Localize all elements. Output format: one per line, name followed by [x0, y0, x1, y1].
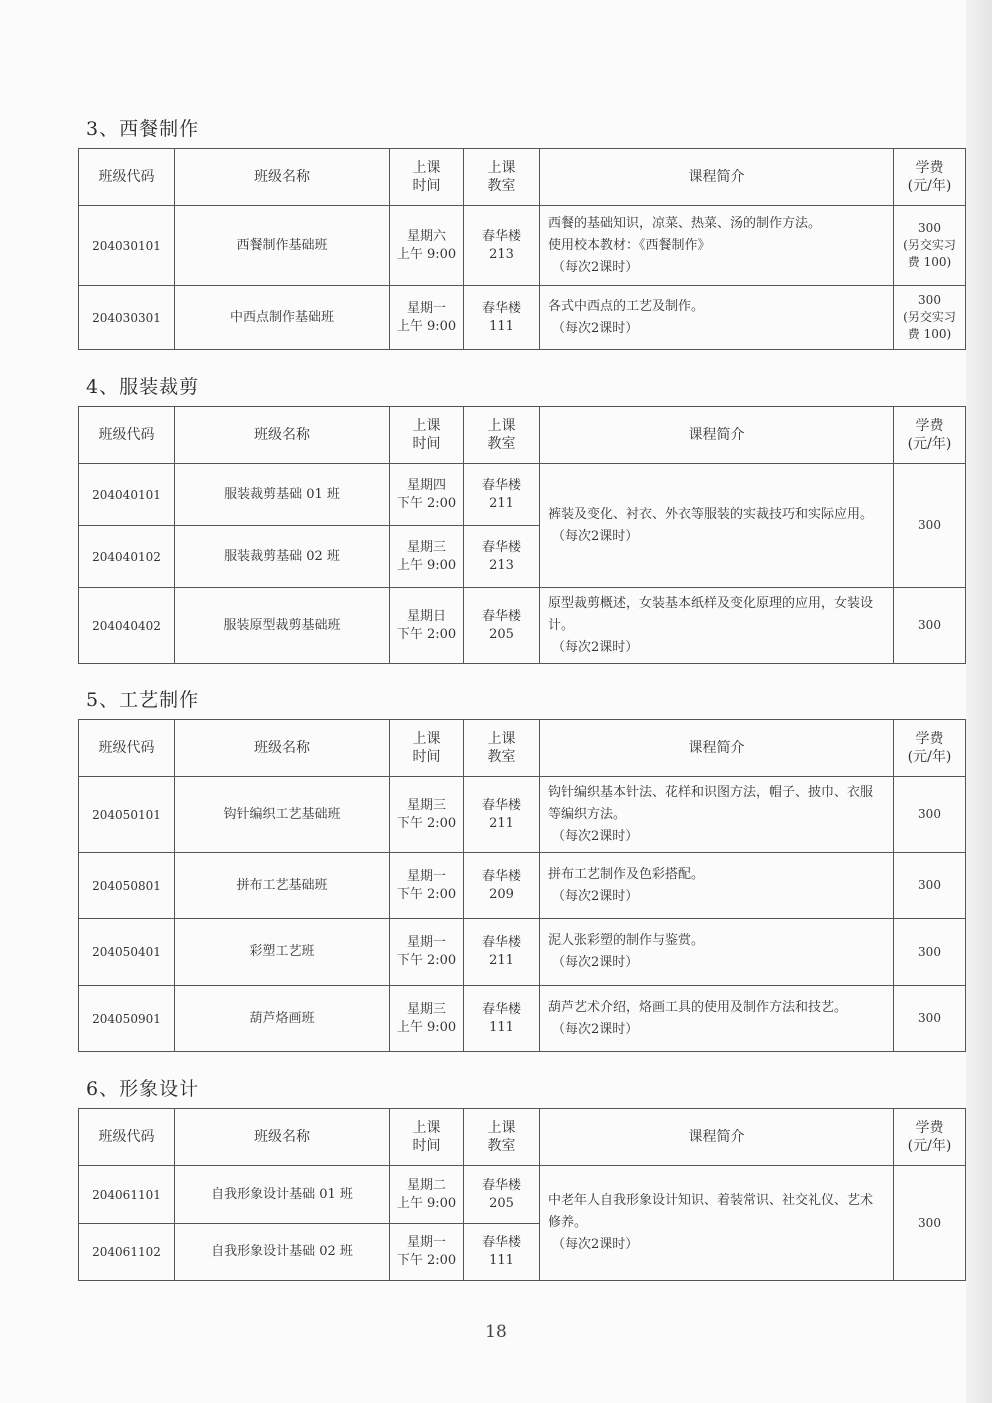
class-room: 春华楼 213	[464, 526, 540, 588]
table-header-row	[79, 1109, 966, 1166]
class-name: 钩针编织工艺基础班	[175, 777, 390, 853]
header-fee: 学费 (元/年)	[894, 1109, 966, 1166]
class-name: 西餐制作基础班	[175, 206, 390, 286]
tuition-fee: 300	[894, 1166, 966, 1281]
table-header-row	[79, 149, 966, 206]
table-row	[79, 1166, 966, 1224]
class-code: 204030101	[79, 206, 175, 286]
table-header-row	[79, 720, 966, 777]
table-row	[79, 206, 966, 286]
table-row	[79, 588, 966, 664]
tuition-fee: 300 (另交实习 费 100)	[894, 206, 966, 286]
section-title: 4、服装裁剪	[86, 376, 200, 398]
class-name: 彩塑工艺班	[175, 919, 390, 986]
class-room: 春华楼 209	[464, 853, 540, 919]
course-table	[78, 406, 966, 664]
class-room: 春华楼 205	[464, 588, 540, 664]
section-handicraft	[78, 685, 965, 1052]
class-name: 葫芦烙画班	[175, 986, 390, 1052]
header-time: 上课 时间	[390, 720, 464, 777]
header-desc: 课程简介	[540, 720, 894, 777]
class-room: 春华楼 213	[464, 206, 540, 286]
page-edge-shadow	[966, 0, 992, 1403]
course-description: 中老年人自我形象设计知识、着装常识、社交礼仪、艺术修养。 （每次2课时）	[540, 1166, 894, 1281]
header-code: 班级代码	[79, 407, 175, 464]
header-room: 上课 教室	[464, 407, 540, 464]
course-table	[78, 1108, 966, 1281]
page-number: 18	[485, 1322, 507, 1342]
class-code: 204030301	[79, 286, 175, 350]
class-time: 星期二 上午 9:00	[390, 1166, 464, 1224]
class-time: 星期日 下午 2:00	[390, 588, 464, 664]
course-description: 原型裁剪概述，女装基本纸样及变化原理的应用，女装设计。 （每次2课时）	[540, 588, 894, 664]
class-room: 春华楼 211	[464, 919, 540, 986]
course-description: 裤装及变化、衬衣、外衣等服装的实裁技巧和实际应用。 （每次2课时）	[540, 464, 894, 588]
class-time: 星期三 上午 9:00	[390, 986, 464, 1052]
course-description: 西餐的基础知识，凉菜、热菜、汤的制作方法。 使用校本教材：《西餐制作》 （每次2课时）	[540, 206, 894, 286]
class-room: 春华楼 211	[464, 464, 540, 526]
class-time: 星期三 下午 2:00	[390, 777, 464, 853]
class-room: 春华楼 111	[464, 1224, 540, 1281]
course-description: 葫芦艺术介绍，烙画工具的使用及制作方法和技艺。 （每次2课时）	[540, 986, 894, 1052]
tuition-fee: 300	[894, 986, 966, 1052]
table-row	[79, 853, 966, 919]
class-code: 204040102	[79, 526, 175, 588]
section-garment-cutting	[78, 372, 965, 664]
header-desc: 课程简介	[540, 1109, 894, 1166]
header-fee: 学费 (元/年)	[894, 149, 966, 206]
section-western-cooking	[78, 114, 965, 350]
tuition-fee: 300 (另交实习 费 100)	[894, 286, 966, 350]
table-row	[79, 777, 966, 853]
class-name: 中西点制作基础班	[175, 286, 390, 350]
tuition-fee: 300	[894, 777, 966, 853]
class-room: 春华楼 111	[464, 986, 540, 1052]
class-name: 服装裁剪基础 02 班	[175, 526, 390, 588]
course-table	[78, 148, 966, 350]
class-name: 服装原型裁剪基础班	[175, 588, 390, 664]
class-code: 204061101	[79, 1166, 175, 1224]
class-code: 204050901	[79, 986, 175, 1052]
section-title: 6、形象设计	[86, 1078, 200, 1100]
course-description: 拼布工艺制作及色彩搭配。 （每次2课时）	[540, 853, 894, 919]
table-row	[79, 986, 966, 1052]
tuition-fee: 300	[894, 853, 966, 919]
class-time: 星期六 上午 9:00	[390, 206, 464, 286]
table-header-row	[79, 407, 966, 464]
tuition-fee: 300	[894, 919, 966, 986]
class-room: 春华楼 205	[464, 1166, 540, 1224]
class-name: 拼布工艺基础班	[175, 853, 390, 919]
header-fee: 学费 (元/年)	[894, 720, 966, 777]
class-code: 204050801	[79, 853, 175, 919]
class-time: 星期一 下午 2:00	[390, 1224, 464, 1281]
table-row	[79, 464, 966, 526]
header-time: 上课 时间	[390, 1109, 464, 1166]
header-room: 上课 教室	[464, 149, 540, 206]
class-room: 春华楼 211	[464, 777, 540, 853]
class-time: 星期一 下午 2:00	[390, 919, 464, 986]
class-name: 自我形象设计基础 01 班	[175, 1166, 390, 1224]
class-code: 204061102	[79, 1224, 175, 1281]
class-code: 204050401	[79, 919, 175, 986]
header-code: 班级代码	[79, 1109, 175, 1166]
table-row	[79, 286, 966, 350]
header-room: 上课 教室	[464, 1109, 540, 1166]
section-title: 5、工艺制作	[86, 689, 200, 711]
header-desc: 课程简介	[540, 149, 894, 206]
header-code: 班级代码	[79, 149, 175, 206]
course-description: 泥人张彩塑的制作与鉴赏。 （每次2课时）	[540, 919, 894, 986]
course-table	[78, 719, 966, 1052]
class-time: 星期一 下午 2:00	[390, 853, 464, 919]
tuition-fee: 300	[894, 464, 966, 588]
header-name: 班级名称	[175, 720, 390, 777]
header-code: 班级代码	[79, 720, 175, 777]
header-fee: 学费 (元/年)	[894, 407, 966, 464]
class-time: 星期一 上午 9:00	[390, 286, 464, 350]
class-time: 星期四 下午 2:00	[390, 464, 464, 526]
class-code: 204040101	[79, 464, 175, 526]
header-name: 班级名称	[175, 407, 390, 464]
header-name: 班级名称	[175, 1109, 390, 1166]
header-time: 上课 时间	[390, 149, 464, 206]
header-desc: 课程简介	[540, 407, 894, 464]
course-description: 各式中西点的工艺及制作。 （每次2课时）	[540, 286, 894, 350]
course-description: 钩针编织基本针法、花样和识图方法，帽子、披巾、衣服等编织方法。 （每次2课时）	[540, 777, 894, 853]
section-title: 3、西餐制作	[86, 118, 200, 140]
tuition-fee: 300	[894, 588, 966, 664]
section-image-design	[78, 1074, 965, 1281]
class-code: 204050101	[79, 777, 175, 853]
header-time: 上课 时间	[390, 407, 464, 464]
class-time: 星期三 上午 9:00	[390, 526, 464, 588]
header-room: 上课 教室	[464, 720, 540, 777]
class-name: 服装裁剪基础 01 班	[175, 464, 390, 526]
class-name: 自我形象设计基础 02 班	[175, 1224, 390, 1281]
class-room: 春华楼 111	[464, 286, 540, 350]
class-code: 204040402	[79, 588, 175, 664]
table-row	[79, 919, 966, 986]
header-name: 班级名称	[175, 149, 390, 206]
